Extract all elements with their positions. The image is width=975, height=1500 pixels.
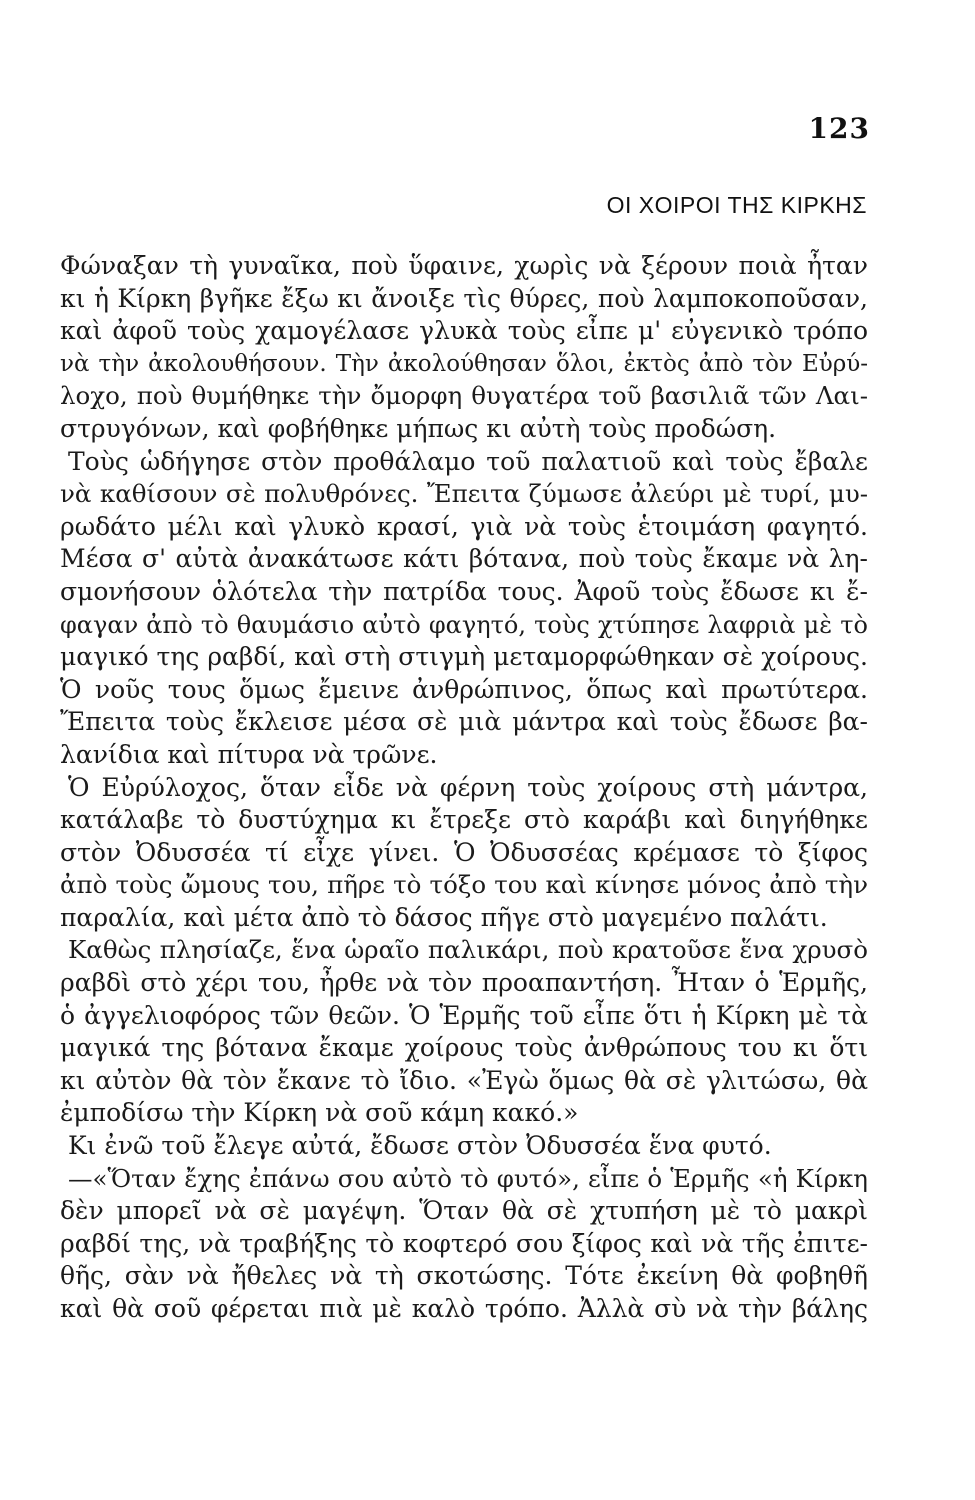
chapter-title: ΟΙ ΧΟΙΡΟΙ ΤΗΣ ΚΙΡΚΗΣ [606,192,867,218]
text-line: ραβδί της, νὰ τραβήξης τὸ κοφτερό σου ξίφος καὶ νὰ τῆς ἐπιτε- [60,1228,868,1258]
text-line: Τοὺς ὡδήγησε στὸν προθάλαμο τοῦ παλατιοῦ καὶ τοὺς ἔβαλε [68,446,868,476]
text-line: φαγαν ἀπὸ τὸ θαυμάσιο αὐτὸ φαγητό, τοὺς χτύπησε λαφριὰ μὲ τὸ [60,610,868,639]
page-number: 123 [808,112,870,145]
text-line: δὲν μπορεῖ νὰ σὲ μαγέψη. Ὅταν θὰ σὲ χτυπήση μὲ τὸ μακρὶ [60,1196,868,1226]
text-line: Ὁ Εὐρύλοχος, ὅταν εἶδε νὰ φέρνη τοὺς χοίρους στὴ μάντρα, [68,772,868,802]
text-line: Κι ἐνῶ τοῦ ἔλεγε αὐτά, ἔδωσε στὸν Ὀδυσσέα ἕνα φυτό. [68,1131,772,1161]
text-line: λοχο, ποὺ θυμήθηκε τὴν ὄμορφη θυγατέρα τοῦ βασιλιᾶ τῶν Λαι- [60,381,868,411]
text-line: κι ἡ Κίρκη βγῆκε ἔξω κι ἄνοιξε τὶς θύρες, ποὺ λαμποκοποῦσαν, [60,283,868,313]
body-text [60,250,868,1326]
text-line: λανίδια καὶ πίτυρα νὰ τρῶνε. [60,739,438,769]
text-line: κατάλαβε τὸ δυστύχημα κι ἔτρεξε στὸ καράβι καὶ διηγήθηκε [60,805,868,835]
text-line: στρυγόνων, καὶ φοβήθηκε μήπως κι αὐτὴ τοὺς προδώση. [60,413,777,443]
text-line: Ἔπειτα τοὺς ἔκλεισε μέσα σὲ μιὰ μάντρα καὶ τοὺς ἔδωσε βα- [60,707,868,737]
text-line: μαγικά της βότανα ἔκαμε χοίρους τοὺς ἀνθρώπους του κι ὅτι [60,1033,868,1063]
text-line: κι αὐτὸν θὰ τὸν ἔκανε τὸ ἴδιο. «Ἐγὼ ὅμως θὰ σὲ γλιτώσω, θὰ [60,1065,868,1095]
text-line: ρωδάτο μέλι καὶ γλυκὸ κρασί, γιὰ νὰ τοὺς ἑτοιμάση φαγητό. [60,511,868,541]
text-line: ραβδὶ στὸ χέρι του, ἦρθε νὰ τὸν προαπαντήση. Ἦταν ὁ Ἑρμῆς, [60,968,868,998]
text-line: καὶ ἀφοῦ τοὺς χαμογέλασε γλυκὰ τοὺς εἶπε μ' εὐγενικὸ τρόπο [60,316,868,346]
text-line: σμονήσουν ὁλότελα τὴν πατρίδα τους. Ἀφοῦ τοὺς ἔδωσε κι ἔ- [60,576,868,606]
text-line: θῆς, σὰν νὰ ἤθελες νὰ τὴ σκοτώσης. Τότε ἐκείνη θὰ φοβηθῆ [60,1261,868,1291]
text-line: νὰ τὴν ἀκολουθήσουν. Τὴν ἀκολούθησαν ὅλοι, ἐκτὸς ἀπὸ τὸν Εὐρύ- [60,350,868,377]
text-line: μαγικό της ραβδί, καὶ στὴ στιγμὴ μεταμορφώθηκαν σὲ χοίρους. [60,642,868,672]
text-line: ἐμποδίσω τὴν Κίρκη νὰ σοῦ κάμη κακό.» [60,1098,579,1128]
text-line: καὶ θὰ σοῦ φέρεται πιὰ μὲ καλὸ τρόπο. Ἀλλὰ σὺ νὰ τὴν βάλης [60,1294,868,1323]
text-line: Καθὼς πλησίαζε, ἕνα ὡραῖο παλικάρι, ποὺ κρατοῦσε ἕνα χρυσὸ [68,935,868,965]
text-line: Μέσα σ' αὐτὰ ἀνακάτωσε κάτι βότανα, ποὺ τοὺς ἔκαμε νὰ λη- [60,544,868,574]
text-line: ὁ ἀγγελιοφόρος τῶν θεῶν. Ὁ Ἑρμῆς τοῦ εἶπε ὅτι ἡ Κίρκη μὲ τὰ [60,1000,868,1030]
text-line: Φώναξαν τὴ γυναῖκα, ποὺ ὕφαινε, χωρὶς νὰ ξέρουν ποιὰ ἦταν [60,251,868,280]
text-line: ἀπὸ τοὺς ὤμους του, πῆρε τὸ τόξο του καὶ κίνησε μόνος ἀπὸ τὴν [60,870,868,900]
text-line: στὸν Ὀδυσσέα τί εἶχε γίνει. Ὁ Ὀδυσσέας κρέμασε τὸ ξίφος [60,837,868,867]
text-line: Ὁ νοῦς τους ὅμως ἔμεινε ἀνθρώπινος, ὅπως καὶ πρωτύτερα. [60,674,868,704]
text-line: —«Ὅταν ἔχης ἐπάνω σου αὐτὸ τὸ φυτό», εἶπε ὁ Ἑρμῆς «ἡ Κίρκη [68,1163,868,1193]
text-line: νὰ καθίσουν σὲ πολυθρόνες. Ἔπειτα ζύμωσε ἀλεύρι μὲ τυρί, μυ- [60,479,868,509]
text-line: παραλία, καὶ μέτα ἀπὸ τὸ δάσος πῆγε στὸ μαγεμένο παλάτι. [60,902,828,932]
